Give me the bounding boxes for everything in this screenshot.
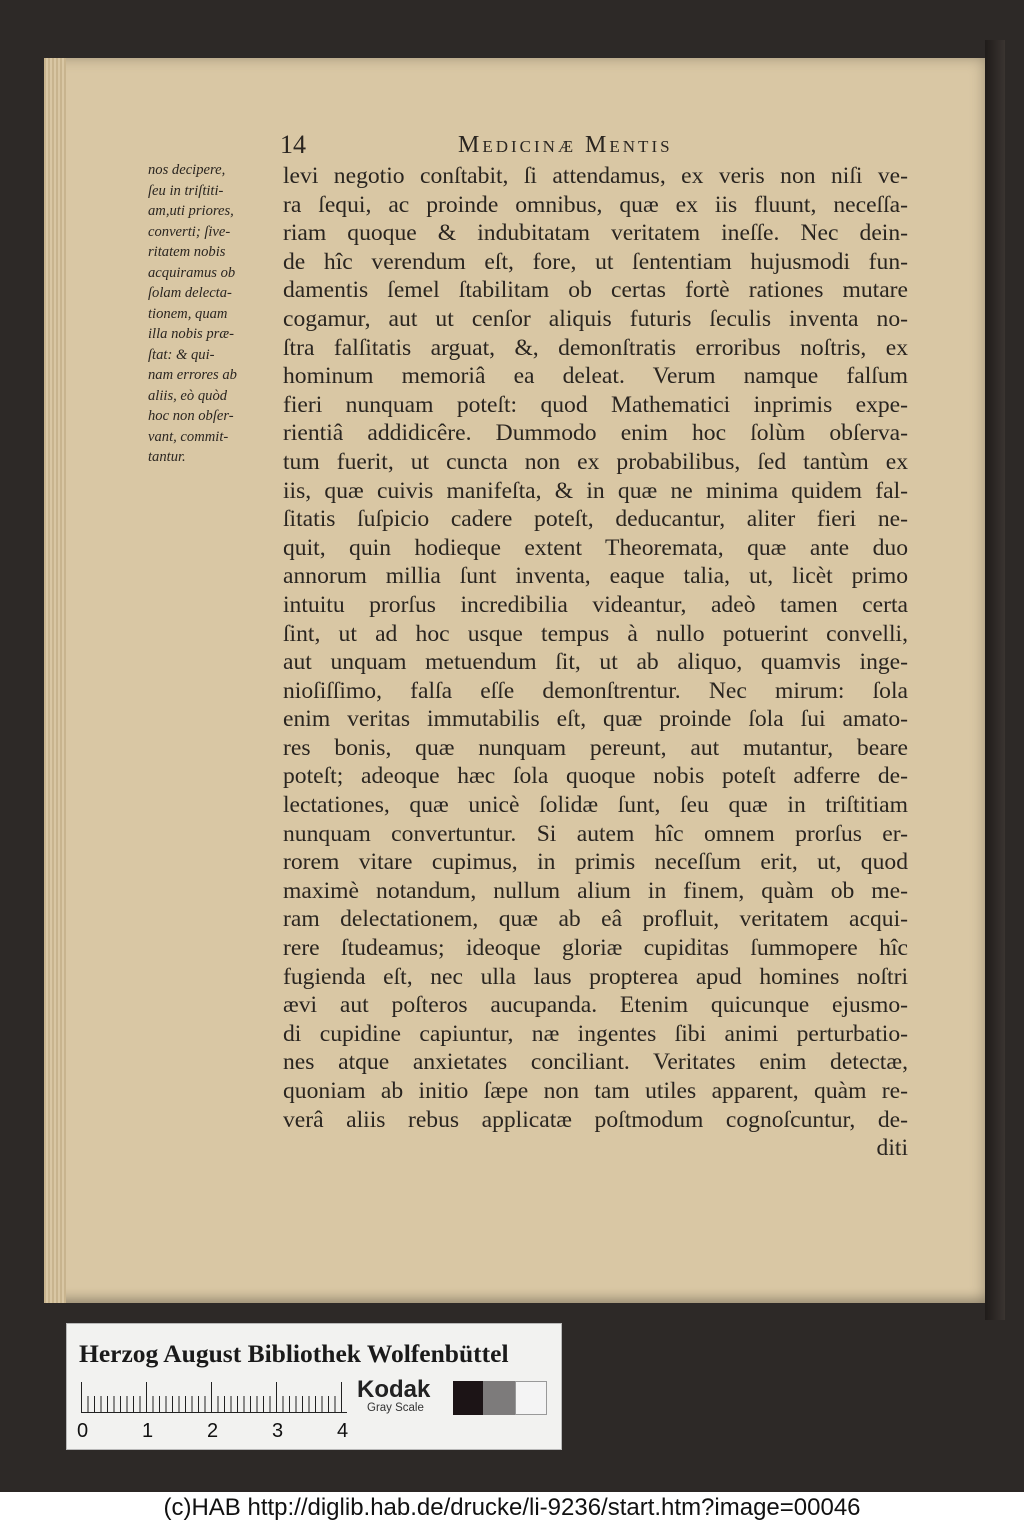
copyright-footer: (c)HAB http://diglib.hab.de/drucke/li-9236/start.htm?image=00046 bbox=[0, 1492, 1024, 1523]
margin-note-line: tantur. bbox=[148, 449, 186, 465]
text-line: ſtra falſitatis arguat, &, demonſtratis erroribus noſtris, ex bbox=[283, 334, 908, 361]
kodak-label bbox=[357, 1376, 437, 1414]
margin-note-line: illa nobis præ- bbox=[148, 326, 234, 342]
text-line: di cupidine capiuntur, næ ingentes ſibi animi perturbatio- bbox=[283, 1020, 908, 1047]
ruler-number: 1 bbox=[142, 1420, 154, 1442]
margin-note-line: acquiramus ob bbox=[148, 264, 236, 281]
margin-note-line: nam errores ab bbox=[148, 367, 237, 383]
text-line: ſitatis ſuſpicio cadere poteſt, deducantur, aliter fieri ne- bbox=[283, 506, 908, 533]
text-line: enim veritas immutabilis eſt, quæ proinde ſola ſui amato- bbox=[283, 706, 908, 733]
text-line: cogamur, aut ut cenſor aliquis futuris ſeculis inventa no- bbox=[283, 305, 908, 332]
text-line: ævi aut poſteros aucupanda. Etenim quicunque ejusmo- bbox=[283, 992, 908, 1019]
gray-scale-label: Gray Scale bbox=[367, 1402, 424, 1414]
scale-ruler bbox=[81, 1382, 347, 1413]
ruler-number: 4 bbox=[337, 1420, 349, 1442]
text-line: nioſiſſimo, falſa eſſe demonſtrentur. Nec mirum: ſola bbox=[283, 677, 908, 704]
text-line: de hîc verendum eſt, fore, ut ſententiam hujusmodi fun- bbox=[283, 248, 908, 275]
color-calibration-card bbox=[66, 1323, 562, 1450]
book-gutter bbox=[985, 40, 1005, 1320]
text-line: quit, quin hodieque extent Theoremata, quæ ante duo bbox=[283, 534, 908, 561]
margin-note-line: converti; ſive- bbox=[148, 223, 231, 240]
text-line: ſint, ut ad hoc usque tempus à nullo potuerint convelli, bbox=[283, 620, 908, 647]
page-header bbox=[270, 130, 750, 166]
text-line: ra ſequi, ac proinde omnibus, quæ ex iis fluunt, neceſſa- bbox=[283, 191, 908, 218]
text-line: rientiâ addidicêre. Dummodo enim hoc ſolùm obſerva- bbox=[283, 420, 908, 447]
margin-note-line: tionem, quam bbox=[148, 305, 228, 322]
text-line: intuitu prorſus incredibilia videantur, adeò tamen certa bbox=[283, 591, 908, 618]
margin-note-line: vant, commit- bbox=[148, 428, 229, 445]
marginal-note bbox=[148, 160, 276, 468]
page-number: 14 bbox=[280, 130, 306, 159]
margin-note-line: ſeu in triſtiti- bbox=[148, 182, 224, 199]
ruler-number: 0 bbox=[77, 1420, 89, 1442]
text-line: annorum millia ſunt inventa, eaque talia, ut, licèt primo bbox=[283, 563, 908, 590]
text-line: poteſt; adeoque hæc ſola quoque nobis poteſt adferre de- bbox=[283, 763, 908, 790]
text-line: hominum memoriâ ea deleat. Verum namque falſum bbox=[283, 363, 908, 390]
margin-note-line: ritatem nobis bbox=[148, 244, 226, 260]
catchword: diti bbox=[876, 1135, 908, 1162]
margin-note-line: hoc non obſer- bbox=[148, 408, 234, 424]
margin-note-line: am,uti priores, bbox=[148, 203, 234, 219]
text-line: nes atque anxietates conciliant. Veritates enim detectæ, bbox=[283, 1049, 908, 1076]
text-line: lectationes, quæ unicè ſolidæ ſunt, ſeu quæ in triſtitiam bbox=[283, 792, 908, 819]
gray-swatch-light bbox=[515, 1381, 547, 1415]
margin-note-line: ſolam delecta- bbox=[148, 285, 232, 301]
gray-swatch-mid bbox=[483, 1381, 515, 1415]
library-name: Herzog August Bibliothek Wolfenbüttel bbox=[79, 1339, 509, 1368]
gray-swatch-dark bbox=[453, 1381, 483, 1415]
margin-note-line: aliis, eò quòd bbox=[148, 387, 228, 404]
text-line: quoniam ab initio ſæpe non tam utiles apparent, quàm re- bbox=[283, 1078, 908, 1104]
text-line: rorem vitare cupimus, in primis neceſſum erit, ut, quod bbox=[283, 849, 908, 876]
text-line: nunquam convertuntur. Si autem hîc omnem prorſus er- bbox=[283, 820, 908, 847]
text-line: ram delectationem, quæ ab eâ profluit, veritatem acqui- bbox=[283, 906, 908, 933]
text-line: verâ aliis rebus applicatæ poſtmodum cognoſcuntur, de- bbox=[283, 1106, 908, 1133]
ruler-number: 2 bbox=[207, 1420, 219, 1442]
running-title: Medicinæ Mentis bbox=[458, 132, 673, 158]
text-line: damentis ſemel ſtabilitam ob certas fortè rationes mutare bbox=[283, 277, 908, 304]
text-line: res bonis, quæ nunquam pereunt, aut mutantur, beare bbox=[283, 734, 908, 761]
text-line: maximè notandum, nullum alium in finem, quàm ob me- bbox=[283, 877, 908, 904]
ruler-number: 3 bbox=[272, 1420, 284, 1442]
text-line: tum fuerit, ut cuncta non ex probabilibus, ſed tantùm ex bbox=[283, 448, 908, 475]
text-line: iis, quæ cuivis manifeſta, & in quæ ne minima quidem fal- bbox=[283, 477, 908, 504]
page-edge bbox=[44, 58, 66, 1303]
margin-note-line: nos decipere, bbox=[148, 162, 226, 178]
margin-note-line: ſtat: & qui- bbox=[148, 346, 215, 363]
text-line: levi negotio conſtabit, ſi attendamus, ex veris non niſi ve- bbox=[283, 163, 908, 189]
text-line: fieri nunquam poteſt: quod Mathematici inprimis expe- bbox=[283, 391, 908, 418]
body-text bbox=[283, 162, 908, 1163]
text-line: riam quoque & indubitatam veritatem ineſſe. Nec dein- bbox=[283, 220, 908, 247]
text-line: rere ſtudeamus; ideoque gloriæ cupiditas ſummopere hîc bbox=[283, 935, 908, 962]
kodak-logo: Kodak bbox=[357, 1376, 431, 1403]
text-line: fugienda eſt, nec ulla laus propterea apud homines noſtri bbox=[283, 963, 908, 990]
text-line: aut unquam metuendum ſit, ut ab aliquo, quamvis inge- bbox=[283, 649, 908, 676]
